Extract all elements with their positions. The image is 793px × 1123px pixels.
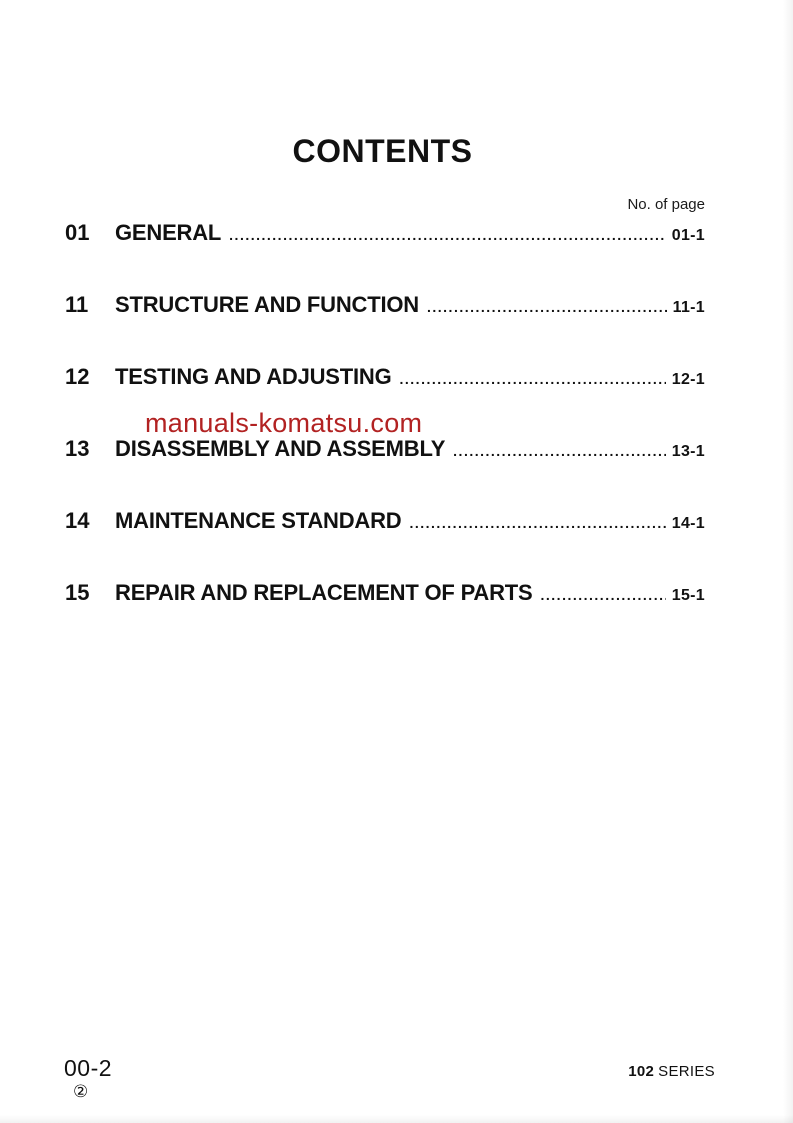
toc-entry-title: TESTING AND ADJUSTING (115, 364, 392, 389)
toc-entry-number: 15 (65, 580, 90, 605)
toc-entry-number: 14 (65, 508, 90, 533)
toc-entry-title: MAINTENANCE STANDARD (115, 508, 402, 533)
watermark-text: manuals-komatsu.com (145, 408, 423, 438)
toc-entry-number: 01 (65, 220, 90, 245)
toc-entry-title: GENERAL (115, 220, 222, 245)
toc-entry-page: 11-1 (672, 299, 705, 316)
toc-entry-page: 12-1 (671, 371, 705, 388)
toc-entry-structure-and-function (65, 292, 705, 318)
toc-entry-page: 15-1 (671, 587, 705, 604)
toc-entry-maintenance-standard (65, 508, 705, 534)
page-column-header: No. of page (627, 196, 705, 213)
toc-entry-general (65, 220, 705, 246)
toc-dot-leader (400, 371, 666, 387)
toc-entry-page: 13-1 (671, 443, 705, 460)
toc-dot-leader (409, 515, 665, 531)
toc-entry-title: DISASSEMBLY AND ASSEMBLY (115, 436, 446, 461)
toc-dot-leader (453, 443, 666, 459)
toc-entry-page: 01-1 (671, 227, 705, 244)
toc-entry-number: 13 (65, 436, 90, 461)
toc-entry-number: 11 (65, 292, 89, 317)
toc-dot-leader (541, 587, 666, 603)
page-title: CONTENTS (292, 133, 473, 170)
scan-edge-shading-bottom (0, 1115, 793, 1123)
footer-series-label: SERIES (658, 1063, 715, 1080)
toc-entry-title: STRUCTURE AND FUNCTION (115, 292, 419, 317)
toc-entry-page: 14-1 (671, 515, 705, 532)
footer-revision-mark: ② (73, 1082, 89, 1101)
toc-entry-disassembly-and-assembly (65, 436, 705, 462)
footer-series (628, 1063, 715, 1080)
toc-dot-leader (229, 227, 666, 243)
toc-entry-repair-and-replacement (65, 580, 705, 606)
toc-entry-title: REPAIR AND REPLACEMENT OF PARTS (115, 580, 533, 605)
toc-dot-leader (427, 299, 667, 315)
footer-series-number: 102 (628, 1063, 655, 1080)
scan-edge-shading-right (783, 0, 793, 1123)
toc-entry-number: 12 (65, 364, 90, 389)
toc-entry-testing-and-adjusting (65, 364, 705, 390)
footer-page-number: 00-2 (64, 1055, 113, 1081)
